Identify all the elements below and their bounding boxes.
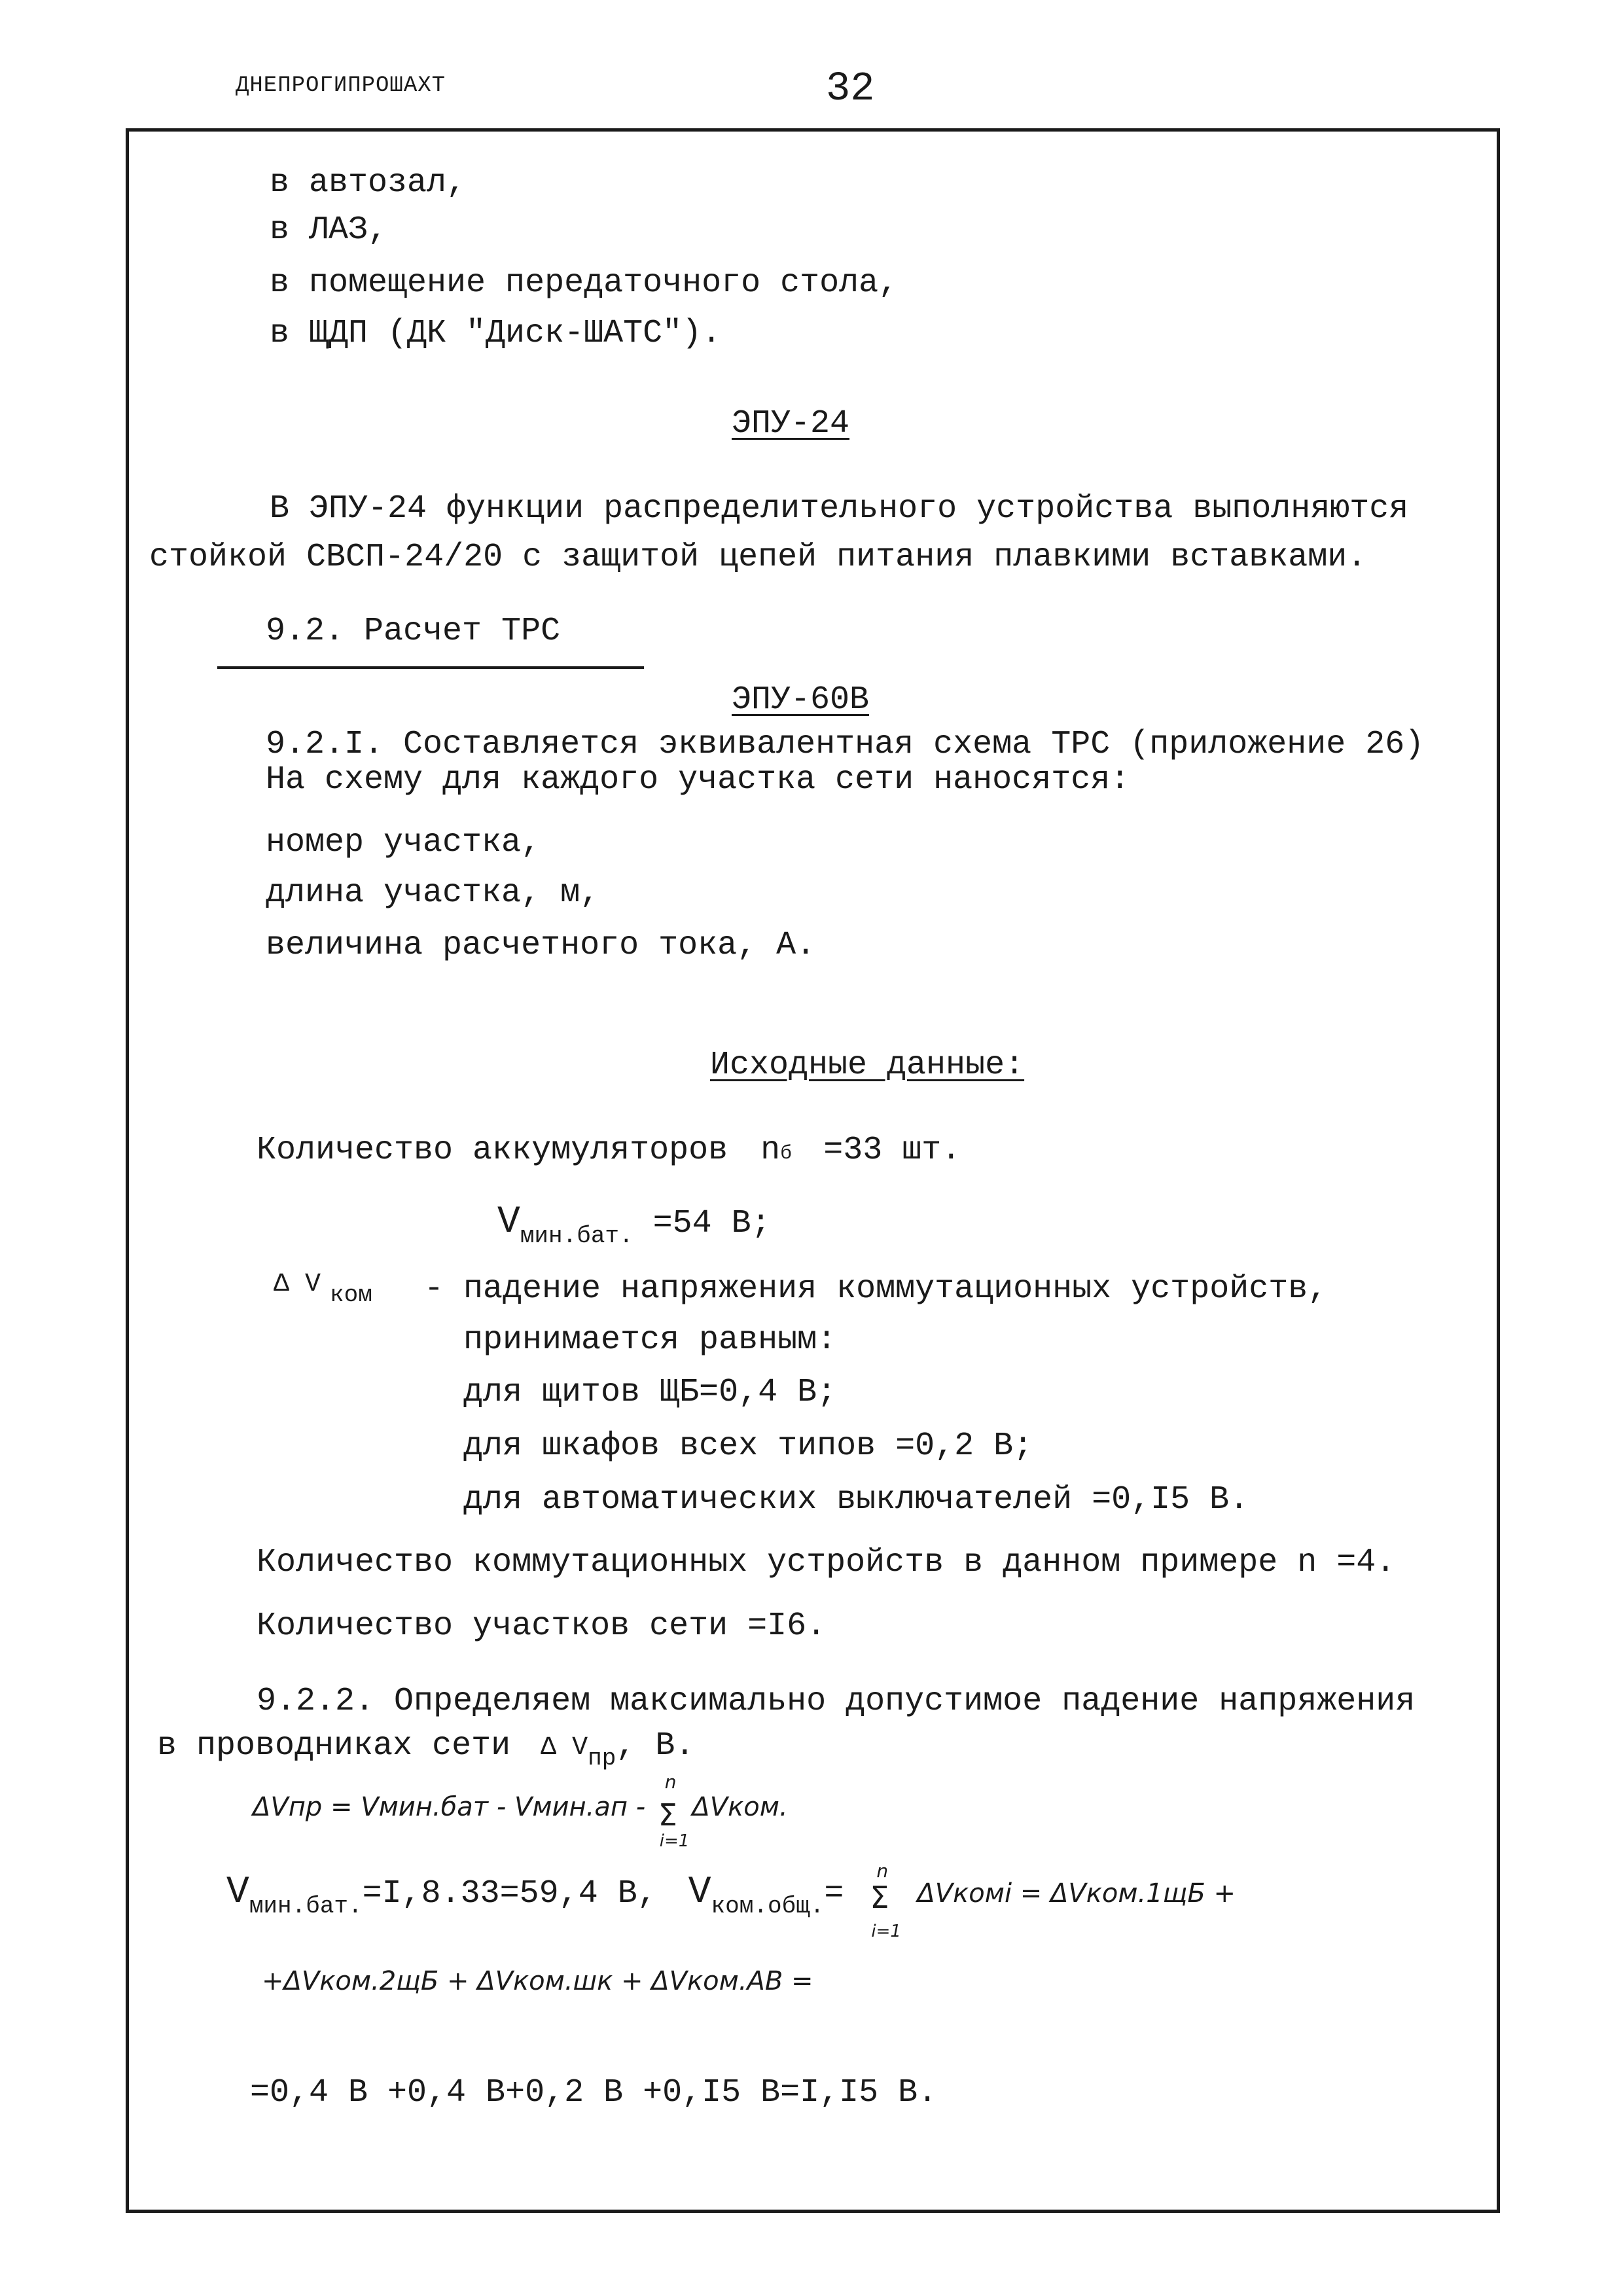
formula-2-value: =I,8.33=59,4 В, [362, 1875, 657, 1912]
epu24-title: ЭПУ-24 [732, 405, 850, 442]
formula-3: +ΔVком.2щБ + ΔVком.шк + ΔVком.АВ = [262, 1966, 813, 1996]
epu24-paragraph-line2: стойкой СВСП-24/20 с защитой цепей питания плавкими вставками. [149, 539, 1367, 576]
formula-1-lhs: ΔVпр = Vмин.бат - Vмин.ап - [253, 1792, 646, 1822]
list-item: в ЛАЗ, [270, 211, 388, 249]
section-subtitle: ЭПУ-60В [732, 681, 870, 719]
vmin-value: =54 В; [652, 1205, 771, 1242]
dv-subscript: ком [330, 1282, 372, 1308]
vmin-line [497, 1201, 771, 1249]
formula-1-rhs: ΔVком. [692, 1792, 788, 1822]
formula-2-sub2: ком.общ. [711, 1893, 825, 1920]
switch-count: Количество коммутационных устройств в данном примере n =4. [257, 1544, 1396, 1581]
dv-value-breaker: для автоматических выключателей =0,I5 В. [463, 1481, 1249, 1518]
battery-count-symbol: n [760, 1132, 781, 1169]
sigma-icon: Σ [870, 1879, 889, 1915]
formula-4: =0,4 В +0,4 В+0,2 В +0,I5 В=I,I5 В. [250, 2074, 938, 2111]
item-922-line1: 9.2.2. Определяем максимально допустимое падение напряжения [257, 1683, 1416, 1720]
segment-count: Количество участков сети =I6. [257, 1607, 827, 1645]
sum-lower-limit: i=1 [871, 1921, 901, 1941]
header-organization: ДНЕПРОГИПРОШАХТ [236, 73, 446, 98]
sum-lower-limit: i=1 [659, 1831, 690, 1851]
formula-2 [226, 1859, 1236, 1941]
vmin-symbol: V [497, 1201, 520, 1244]
list-item: в ЩДП (ДК "Диск-ШАТС"). [270, 315, 722, 352]
sigma-icon: Σ [658, 1797, 677, 1833]
sum-upper-limit: n [876, 1859, 889, 1882]
formula-1 [253, 1770, 788, 1851]
formula-2-v: V [226, 1871, 249, 1914]
dv-pr-subscript: пр [588, 1745, 616, 1772]
epu24-paragraph-line1: В ЭПУ-24 функции распределительного устройства выполняются [270, 490, 1409, 528]
formula-2-rhs: ΔVкомi = ΔVком.1щБ + [917, 1878, 1236, 1909]
formula-2-v2: V [688, 1871, 711, 1914]
item-922-line2 [157, 1727, 695, 1772]
initial-data-title: Исходные данные: [710, 1047, 1025, 1084]
scheme-item: номер участка, [266, 824, 541, 861]
item-922-text: в проводниках сети [157, 1727, 511, 1765]
battery-count-symbol-sub: б [780, 1143, 793, 1165]
dv-pr-symbol: Δ V [541, 1733, 588, 1763]
sum-upper-limit: n [664, 1770, 677, 1793]
scheme-item: величина расчетного тока, А. [266, 927, 816, 964]
dv-symbol-line [274, 1263, 372, 1308]
dv-description-line1: - падение напряжения коммутационных устройств, [424, 1270, 1328, 1308]
item-921-line1: 9.2.I. Составляется эквивалентная схема ТРС (приложение 26) [266, 726, 1425, 763]
battery-count-line [257, 1131, 961, 1174]
list-item: в помещение передаточного стола, [270, 264, 899, 302]
section-title: 9.2. Расчет ТРС [266, 613, 561, 650]
dv-value-cabinet: для шкафов всех типов =0,2 В; [463, 1427, 1033, 1465]
dv-symbol: Δ V [274, 1270, 321, 1299]
item-921-line2: На схему для каждого участка сети наносятся: [266, 761, 1130, 798]
battery-count-label: Количество аккумуляторов [257, 1132, 728, 1169]
summation-sign [652, 1770, 690, 1851]
dv-value-shield: для щитов ЩБ=0,4 В; [463, 1374, 837, 1411]
dv-pr-unit: , В. [616, 1727, 695, 1765]
scheme-item: длина участка, м, [266, 874, 600, 912]
summation-sign [863, 1859, 901, 1941]
section-title-rule [217, 666, 644, 669]
vmin-subscript: мин.бат. [520, 1223, 633, 1249]
battery-count-value: =33 шт. [823, 1132, 961, 1169]
page-number: 32 [826, 65, 875, 112]
dv-description-line2: принимается равным: [463, 1321, 837, 1359]
formula-2-sub: мин.бат. [249, 1893, 363, 1920]
list-item: в автозал, [270, 164, 467, 202]
formula-2-eq: = [824, 1875, 844, 1912]
